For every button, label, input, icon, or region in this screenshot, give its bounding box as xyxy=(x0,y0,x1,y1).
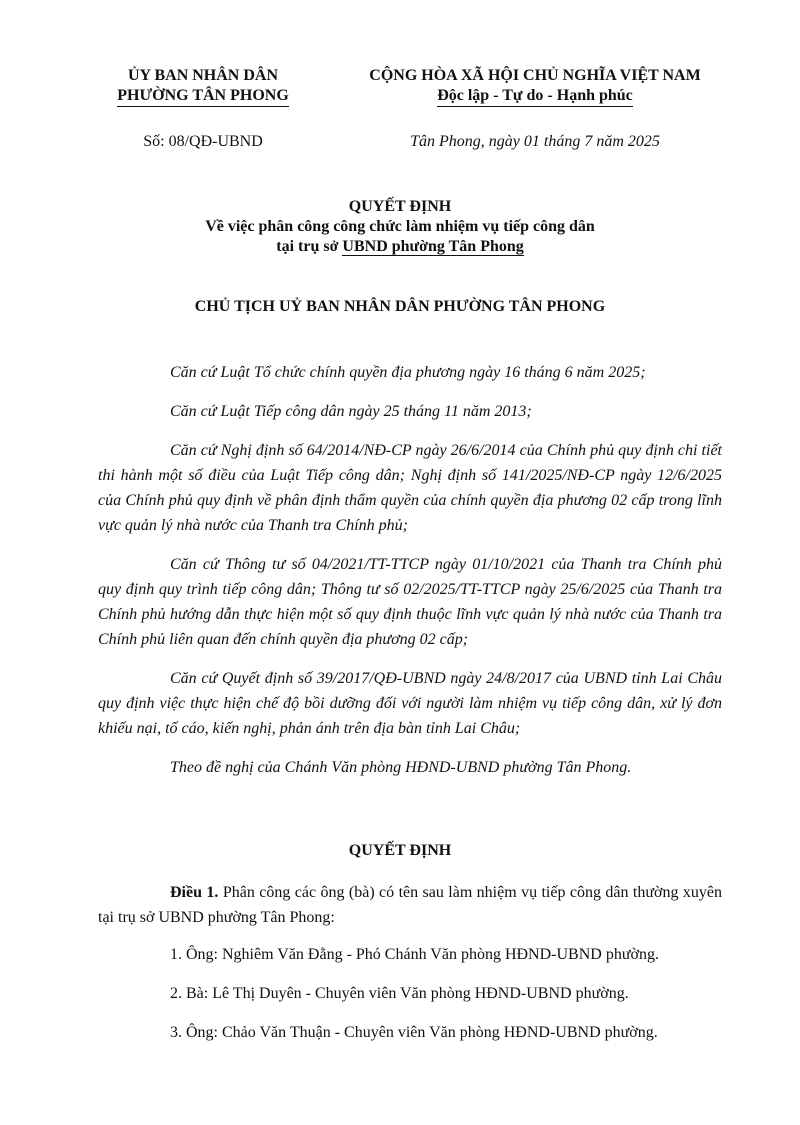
document-title xyxy=(98,197,702,257)
national-header xyxy=(335,66,735,107)
list-item: 1. Ông: Nghiêm Văn Đằng - Phó Chánh Văn phòng HĐND-UBND phường. xyxy=(170,946,659,963)
title-line2: Về việc phân công công chức làm nhiệm vụ tiếp công dân xyxy=(205,218,595,235)
issuer-header xyxy=(98,66,308,107)
list-item: 2. Bà: Lê Thị Duyên - Chuyên viên Văn phòng HĐND-UBND phường. xyxy=(170,985,629,1002)
chairman-heading: CHỦ TỊCH UỶ BAN NHÂN DÂN PHƯỜNG TÂN PHONG xyxy=(194,298,606,315)
basis-item: Căn cứ Luật Tiếp công dân ngày 25 tháng 11 năm 2013; xyxy=(170,403,532,420)
article-1-body xyxy=(98,880,722,930)
article-1-label: Điều 1. xyxy=(170,884,219,901)
national-motto: Độc lập - Tự do - Hạnh phúc xyxy=(437,86,633,107)
document-number: Số: 08/QĐ-UBND xyxy=(143,133,263,150)
decide-heading: QUYẾT ĐỊNH xyxy=(348,842,452,859)
legal-basis xyxy=(98,360,722,794)
issuer-line1: ỦY BAN NHÂN DÂN xyxy=(127,67,279,84)
basis-item: Căn cứ Nghị định số 64/2014/NĐ-CP ngày 26/6/2014 của Chính phủ quy định chi tiết thi hành một số điều của Luật Tiếp công dân; Nghị định số 141/2025/NĐ-CP ngày 12/6/2025 của Chính phủ quy định về phân định thẩm quyền của chính quyền địa phương 02 cấp trong lĩnh vực quản lý nhà nước của Thanh tra Chính phủ; xyxy=(98,442,722,534)
document-date: Tân Phong, ngày 01 tháng 7 năm 2025 xyxy=(410,133,660,150)
title-line3-prefix: tại trụ sở xyxy=(276,238,343,255)
basis-item: Căn cứ Luật Tổ chức chính quyền địa phương ngày 16 tháng 6 năm 2025; xyxy=(170,364,646,381)
list-item: 3. Ông: Chảo Văn Thuận - Chuyên viên Văn phòng HĐND-UBND phường. xyxy=(170,1024,658,1041)
basis-item: Theo đề nghị của Chánh Văn phòng HĐND-UBND phường Tân Phong. xyxy=(170,759,632,776)
basis-item: Căn cứ Thông tư số 04/2021/TT-TTCP ngày 01/10/2021 của Thanh tra Chính phủ quy định quy trình tiếp công dân; Thông tư số 02/2025/TT-TTCP ngày 25/6/2025 của Thanh tra Chính phủ hướng dẫn thực hiện một số quy định thuộc lĩnh vực quản lý nhà nước của Thanh tra Chính phủ liên quan đến chính quyền địa phương 02 cấp; xyxy=(98,556,722,648)
title-line1: QUYẾT ĐỊNH xyxy=(348,198,452,215)
article-1-text: Phân công các ông (bà) có tên sau làm nhiệm vụ tiếp công dân thường xuyên tại trụ sở UBND phường Tân Phong: xyxy=(98,884,723,926)
title-line3 xyxy=(98,237,702,257)
issuer-line2: PHƯỜNG TÂN PHONG xyxy=(117,86,289,107)
article-1 xyxy=(98,880,722,1059)
national-title: CỘNG HÒA XÃ HỘI CHỦ NGHĨA VIỆT NAM xyxy=(369,67,701,84)
title-line3-underlined: UBND phường Tân Phong xyxy=(342,238,524,255)
basis-item: Căn cứ Quyết định số 39/2017/QĐ-UBND ngày 24/8/2017 của UBND tỉnh Lai Châu quy định việc thực hiện chế độ bồi dưỡng đối với người làm nhiệm vụ tiếp công dân, xử lý đơn khiếu nại, tố cáo, kiến nghị, phản ánh trên địa bàn tỉnh Lai Châu; xyxy=(98,670,722,737)
